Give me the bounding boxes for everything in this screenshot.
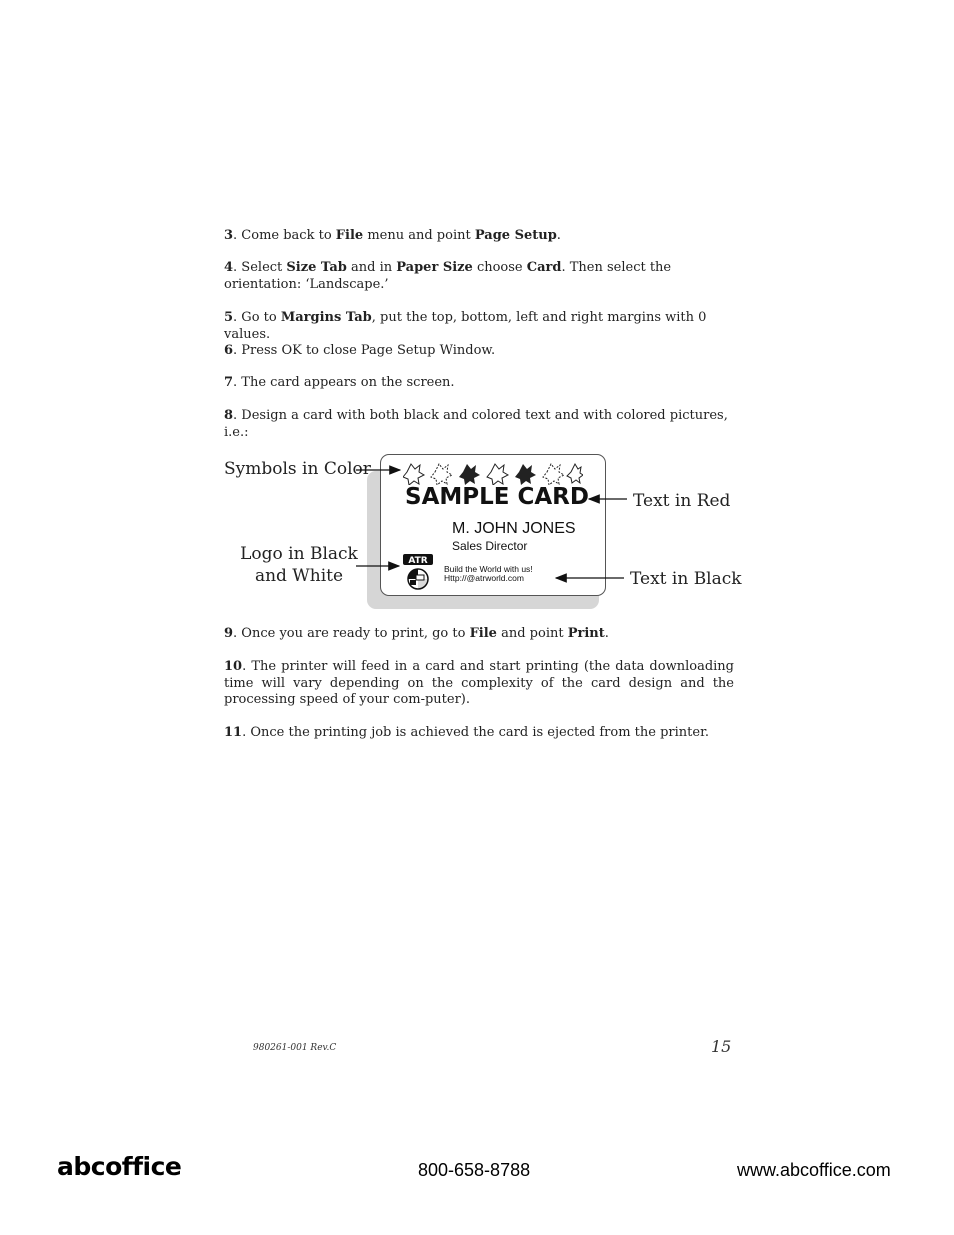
step-text: . Design a card with both black and colored text and with colored pictures, i.e.:: [224, 408, 728, 440]
page-number: 15: [711, 1037, 732, 1056]
step-number: 11: [224, 725, 243, 740]
callout-logo-line1: Logo in Black: [240, 544, 358, 564]
step-5: [224, 310, 734, 343]
step-text: . Then select the orientation: ‘Landscape.’: [224, 260, 672, 292]
step-number: 7: [224, 375, 234, 390]
step-keyword: File: [469, 626, 497, 641]
phone-number: 800-658-8788: [418, 1160, 531, 1180]
step-keyword: Card: [526, 260, 562, 275]
step-keyword: Margins Tab: [280, 310, 372, 325]
step-keyword: Page Setup: [474, 228, 557, 243]
step-text: . The card appears on the screen.: [233, 375, 455, 390]
website-link[interactable]: www.abcoffice.com: [737, 1160, 891, 1180]
step-text: .: [556, 228, 561, 243]
card-role: Sales Director: [452, 539, 528, 553]
callout-logo-line2: and White: [254, 566, 344, 586]
step-number: 9: [224, 626, 234, 641]
step-keyword: Paper Size: [396, 260, 473, 275]
callout-text-black: Text in Black: [630, 569, 742, 589]
card-url: Http://@atrworld.com: [444, 573, 524, 583]
step-10: [224, 659, 734, 709]
callout-symbols: Symbols in Color: [224, 459, 371, 479]
step-text: menu and point: [363, 228, 475, 243]
step-keyword: Size Tab: [286, 260, 347, 275]
step-text: .: [604, 626, 609, 641]
brand-logo: abcoffice: [57, 1152, 182, 1181]
callout-logo: [230, 543, 368, 587]
callout-text-red: Text in Red: [633, 491, 731, 511]
document-number: 980261-001 Rev.C: [253, 1043, 337, 1053]
step-number: 10: [224, 659, 243, 674]
step-number: 8: [224, 408, 234, 423]
card-tagline: Build the World with us!: [444, 564, 533, 574]
step-text: . Select: [233, 260, 287, 275]
step-11: [224, 725, 734, 742]
step-number: 6: [224, 343, 234, 358]
step-text: and point: [496, 626, 568, 641]
step-4: [224, 260, 734, 293]
step-text: . Once the printing job is achieved the card is ejected from the printer.: [242, 725, 710, 740]
step-7: [224, 375, 734, 392]
step-text: . Once you are ready to print, go to: [233, 626, 470, 641]
step-text: , put the top, bottom, left and right margins with 0 values.: [224, 310, 707, 342]
step-keyword: Print: [567, 626, 605, 641]
step-text: . Come back to: [233, 228, 336, 243]
step-text: . Press OK to close Page Setup Window.: [233, 343, 496, 358]
step-text: choose: [472, 260, 527, 275]
atr-logo-icon: [401, 554, 437, 590]
step-9: [224, 626, 734, 643]
step-keyword: File: [335, 228, 364, 243]
step-6: [224, 343, 734, 360]
step-text: . The printer will feed in a card and start printing (the data downloading time will vary depending on the complexity of the card design and the processing speed of your com-puter).: [224, 659, 734, 707]
step-number: 5: [224, 310, 234, 325]
step-number: 3: [224, 228, 234, 243]
step-8: [224, 408, 734, 441]
step-text: and in: [346, 260, 397, 275]
sample-card-title: SAMPLE CARD: [405, 484, 589, 510]
step-3: [224, 228, 734, 245]
step-number: 4: [224, 260, 234, 275]
logo-text: ATR: [408, 556, 428, 566]
card-name: M. JOHN JONES: [452, 520, 576, 537]
color-symbols-icon: [403, 459, 583, 485]
step-text: . Go to: [233, 310, 281, 325]
sample-card: [380, 454, 606, 596]
